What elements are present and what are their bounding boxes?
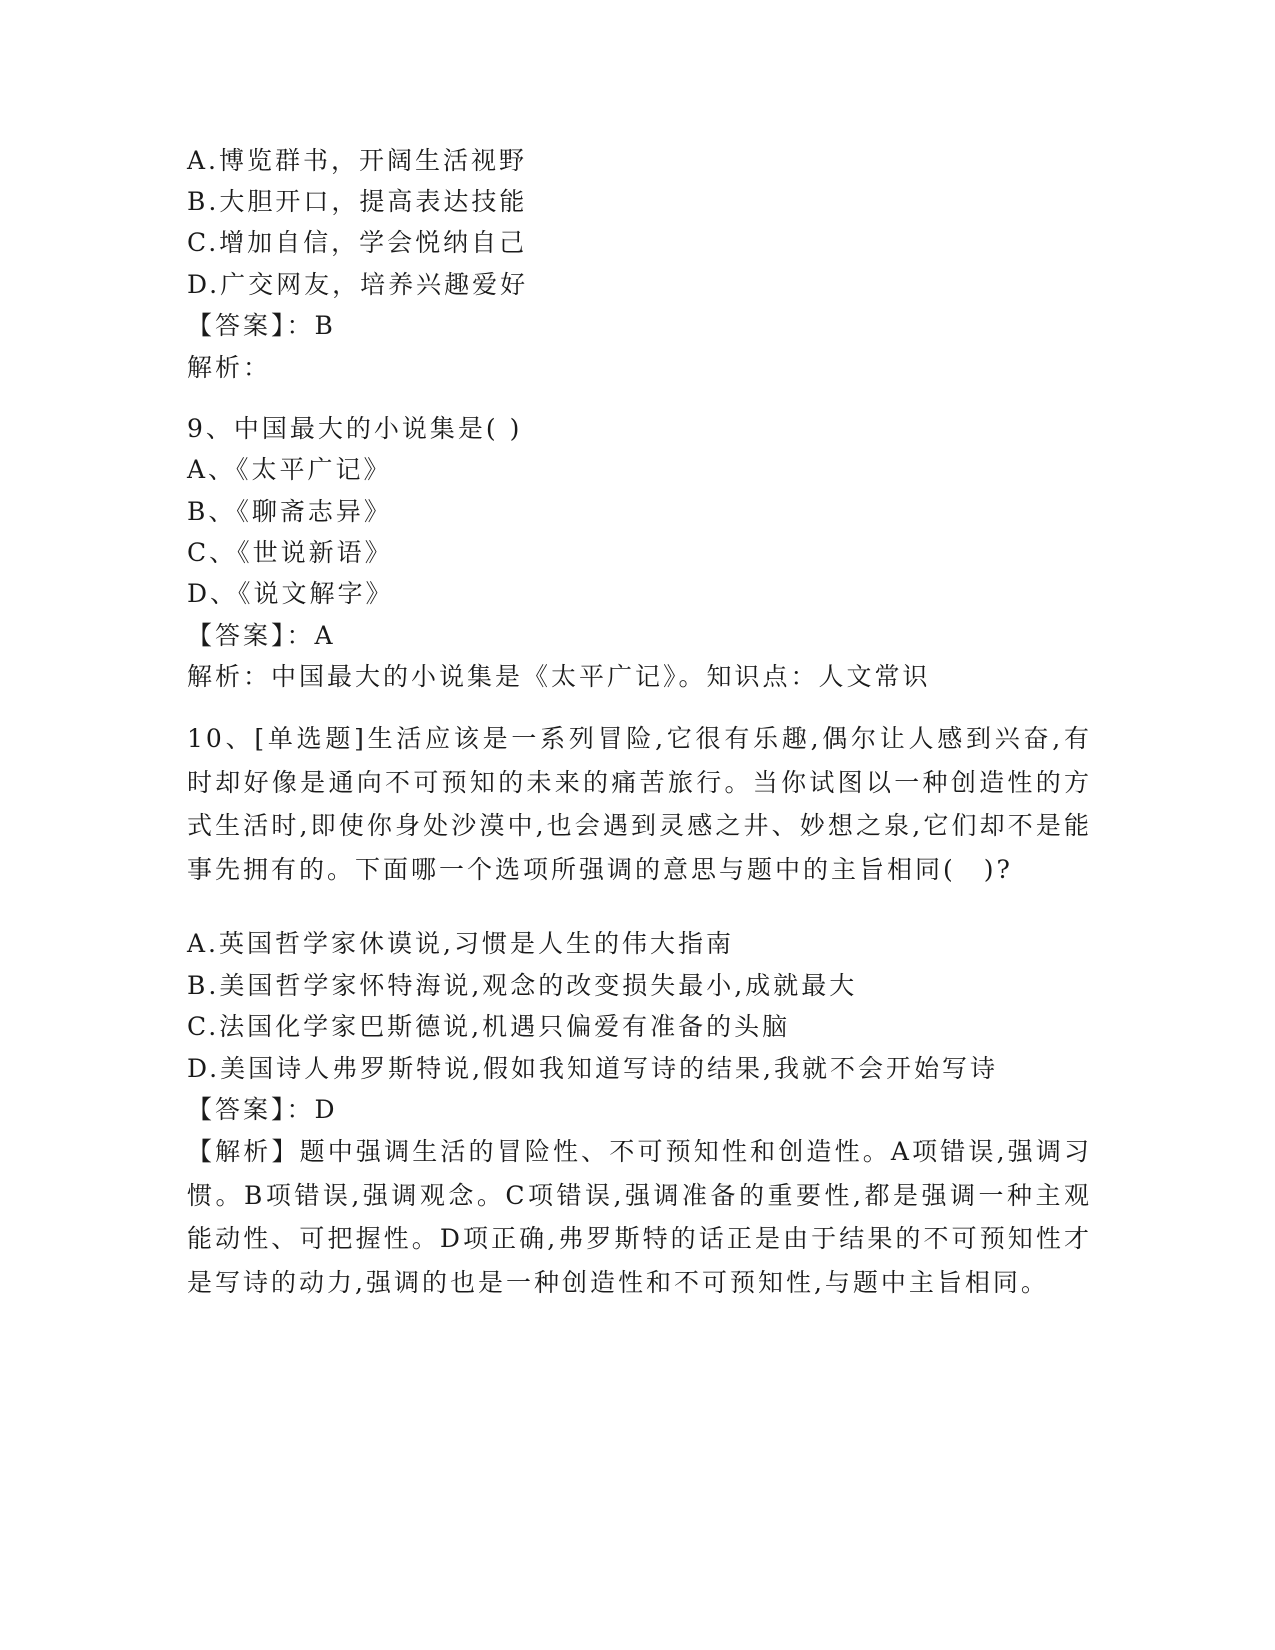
- q10-answer: 【答案】：D: [187, 1095, 338, 1124]
- q9-option-c: C、《世说新语》: [187, 538, 393, 567]
- q10-option-b: B.美国哲学家怀特海说,观念的改变损失最小,成就最大: [187, 971, 858, 1000]
- q9-answer: 【答案】：A: [187, 621, 336, 650]
- q10-option-d: D.美国诗人弗罗斯特说,假如我知道写诗的结果,我就不会开始写诗: [187, 1054, 998, 1083]
- q10-option-c: C.法国化学家巴斯德说,机遇只偏爱有准备的头脑: [187, 1012, 791, 1041]
- q8-option-c: C.增加自信，学会悦纳自己: [187, 228, 528, 257]
- q9-analysis: 解析：中国最大的小说集是《太平广记》。知识点：人文常识: [187, 662, 931, 691]
- q8-option-a: A.博览群书，开阔生活视野: [187, 146, 528, 175]
- q9-option-a: A、《太平广记》: [187, 455, 392, 484]
- q10-analysis: 【解析】题中强调生活的冒险性、不可预知性和创造性。A项错误,强调习惯。B项错误,强调观念。C项错误,强调准备的重要性,都是强调一种主观能动性、可把握性。D项正确,弗罗斯特的话正是由于结果的不可预知性才是写诗的动力,强调的也是一种创造性和不可预知性,与题中主旨相同。: [187, 1137, 1092, 1297]
- q10-question: 10、[单选题]生活应该是一系列冒险,它很有乐趣,偶尔让人感到兴奋,有时却好像是通向不可预知的未来的痛苦旅行。当你试图以一种创造性的方式生活时,即使你身处沙漠中,也会遇到灵感之井、妙想之泉,它们却不是能事先拥有的。下面哪一个选项所强调的意思与题中的主旨相同( )?: [187, 724, 1092, 884]
- q9-question: 9、中国最大的小说集是( ): [187, 414, 523, 443]
- q9-option-b: B、《聊斋志异》: [187, 497, 392, 526]
- q8-analysis: 解析：: [187, 353, 272, 382]
- q10-option-a: A.英国哲学家休谟说,习惯是人生的伟大指南: [187, 929, 734, 958]
- q8-answer: 【答案】：B: [187, 311, 336, 340]
- q9-option-d: D、《说文解字》: [187, 579, 394, 608]
- q8-option-b: B.大胆开口，提高表达技能: [187, 187, 528, 216]
- q8-option-d: D.广交网友，培养兴趣爱好: [187, 270, 529, 299]
